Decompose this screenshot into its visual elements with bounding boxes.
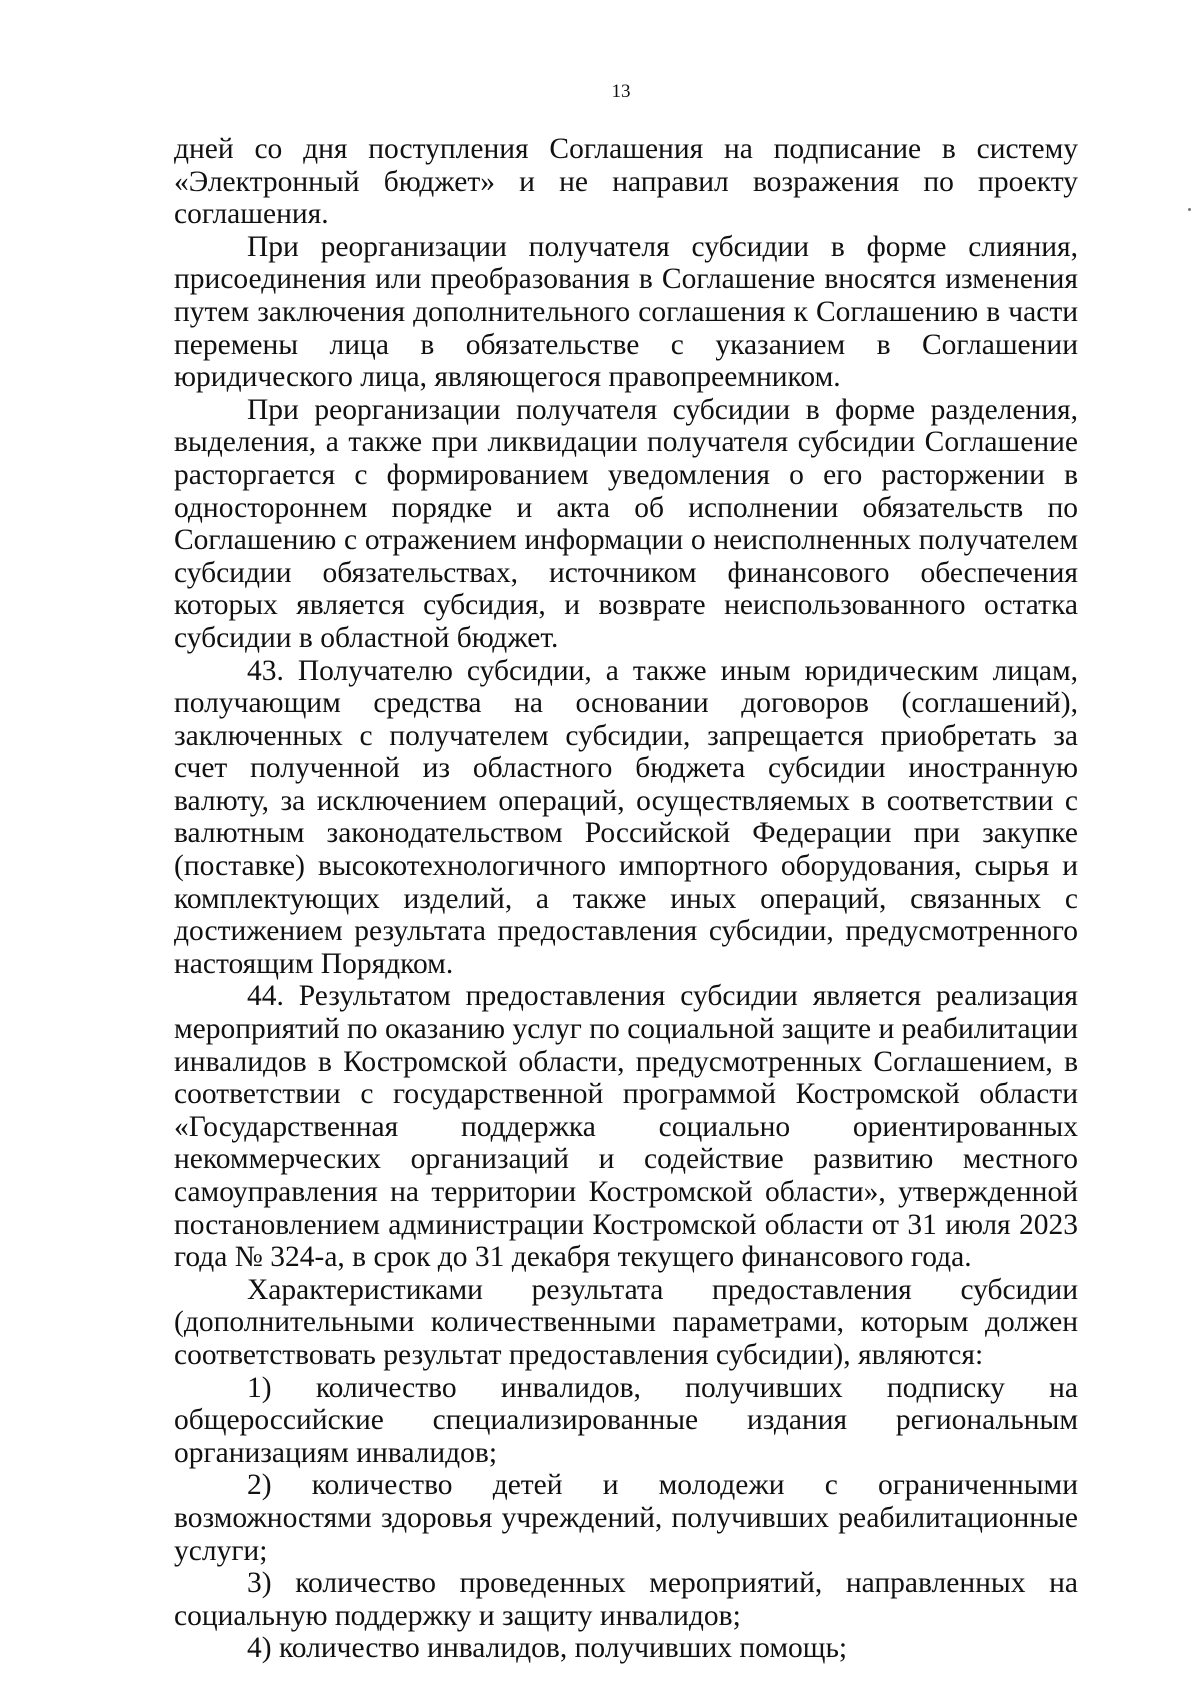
list-item-2: 2) количество детей и молодежи с ограниченными возможностями здоровья учреждений, получивших реабилитационные услуги;	[174, 1469, 1078, 1567]
list-item-1: 1) количество инвалидов, получивших подписку на общероссийские специализированные издания региональным организациям инвалидов;	[174, 1371, 1078, 1469]
paragraph-reorganization-merger: При реорганизации получателя субсидии в форме слияния, присоединения или преобразования в Соглашение вносятся изменения путем заключения дополнительного соглашения к Соглашению в части перемены лица в обязательстве с указанием в Соглашении юридического лица, являющегося правопреемником.	[174, 230, 1078, 394]
list-item-3: 3) количество проведенных мероприятий, направленных на социальную поддержку и защиту инвалидов;	[174, 1567, 1078, 1632]
document-body	[174, 133, 1078, 1665]
paragraph-43: 43. Получателю субсидии, а также иным юридическим лицам, получающим средства на основании договоров (соглашений), заключенных с получателем субсидии, запрещается приобретать за счет полученной из областного бюджета субсидии иностранную валюту, за исключением операций, осуществляемых в соответствии с валютным законодательством Российской Федерации при закупке (поставке) высокотехнологичного импортного оборудования, сырья и комплектующих изделий, а также иных операций, связанных с достижением результата предоставления субсидии, предусмотренного настоящим Порядком.	[174, 654, 1078, 980]
list-item-4: 4) количество инвалидов, получивших помощь;	[247, 1632, 848, 1665]
paragraph-characteristics: Характеристиками результата предоставления субсидии (дополнительными количественными параметрами, которым должен соответствовать результат предоставления субсидии), являются:	[174, 1273, 1078, 1371]
paragraph-44: 44. Результатом предоставления субсидии является реализация мероприятий по оказанию услуг по социальной защите и реабилитации инвалидов в Костромской области, предусмотренных Соглашением, в соответствии с государственной программой Костромской области «Государственная поддержка социально ориентированных некоммерческих организаций и содействие развитию местного самоуправления на территории Костромской области», утвержденной постановлением администрации Костромской области от 31 июля 2023 года № 324-а, в срок до 31 декабря текущего финансового года.	[174, 980, 1078, 1274]
scan-speck	[1188, 208, 1191, 211]
paragraph-reorganization-division: При реорганизации получателя субсидии в форме разделения, выделения, а также при ликвидации получателя субсидии Соглашение расторгается с формированием уведомления о его расторжении в одностороннем порядке и акта об исполнении обязательств по Соглашению с отражением информации о неисполненных получателем субсидии обязательствах, источником финансового обеспечения которых является субсидия, и возврате неиспользованного остатка субсидии в областной бюджет.	[174, 393, 1078, 654]
paragraph-continuation: дней со дня поступления Соглашения на подписание в систему «Электронный бюджет» и не направил возражения по проекту соглашения.	[174, 133, 1078, 231]
page-number: 13	[611, 81, 631, 102]
